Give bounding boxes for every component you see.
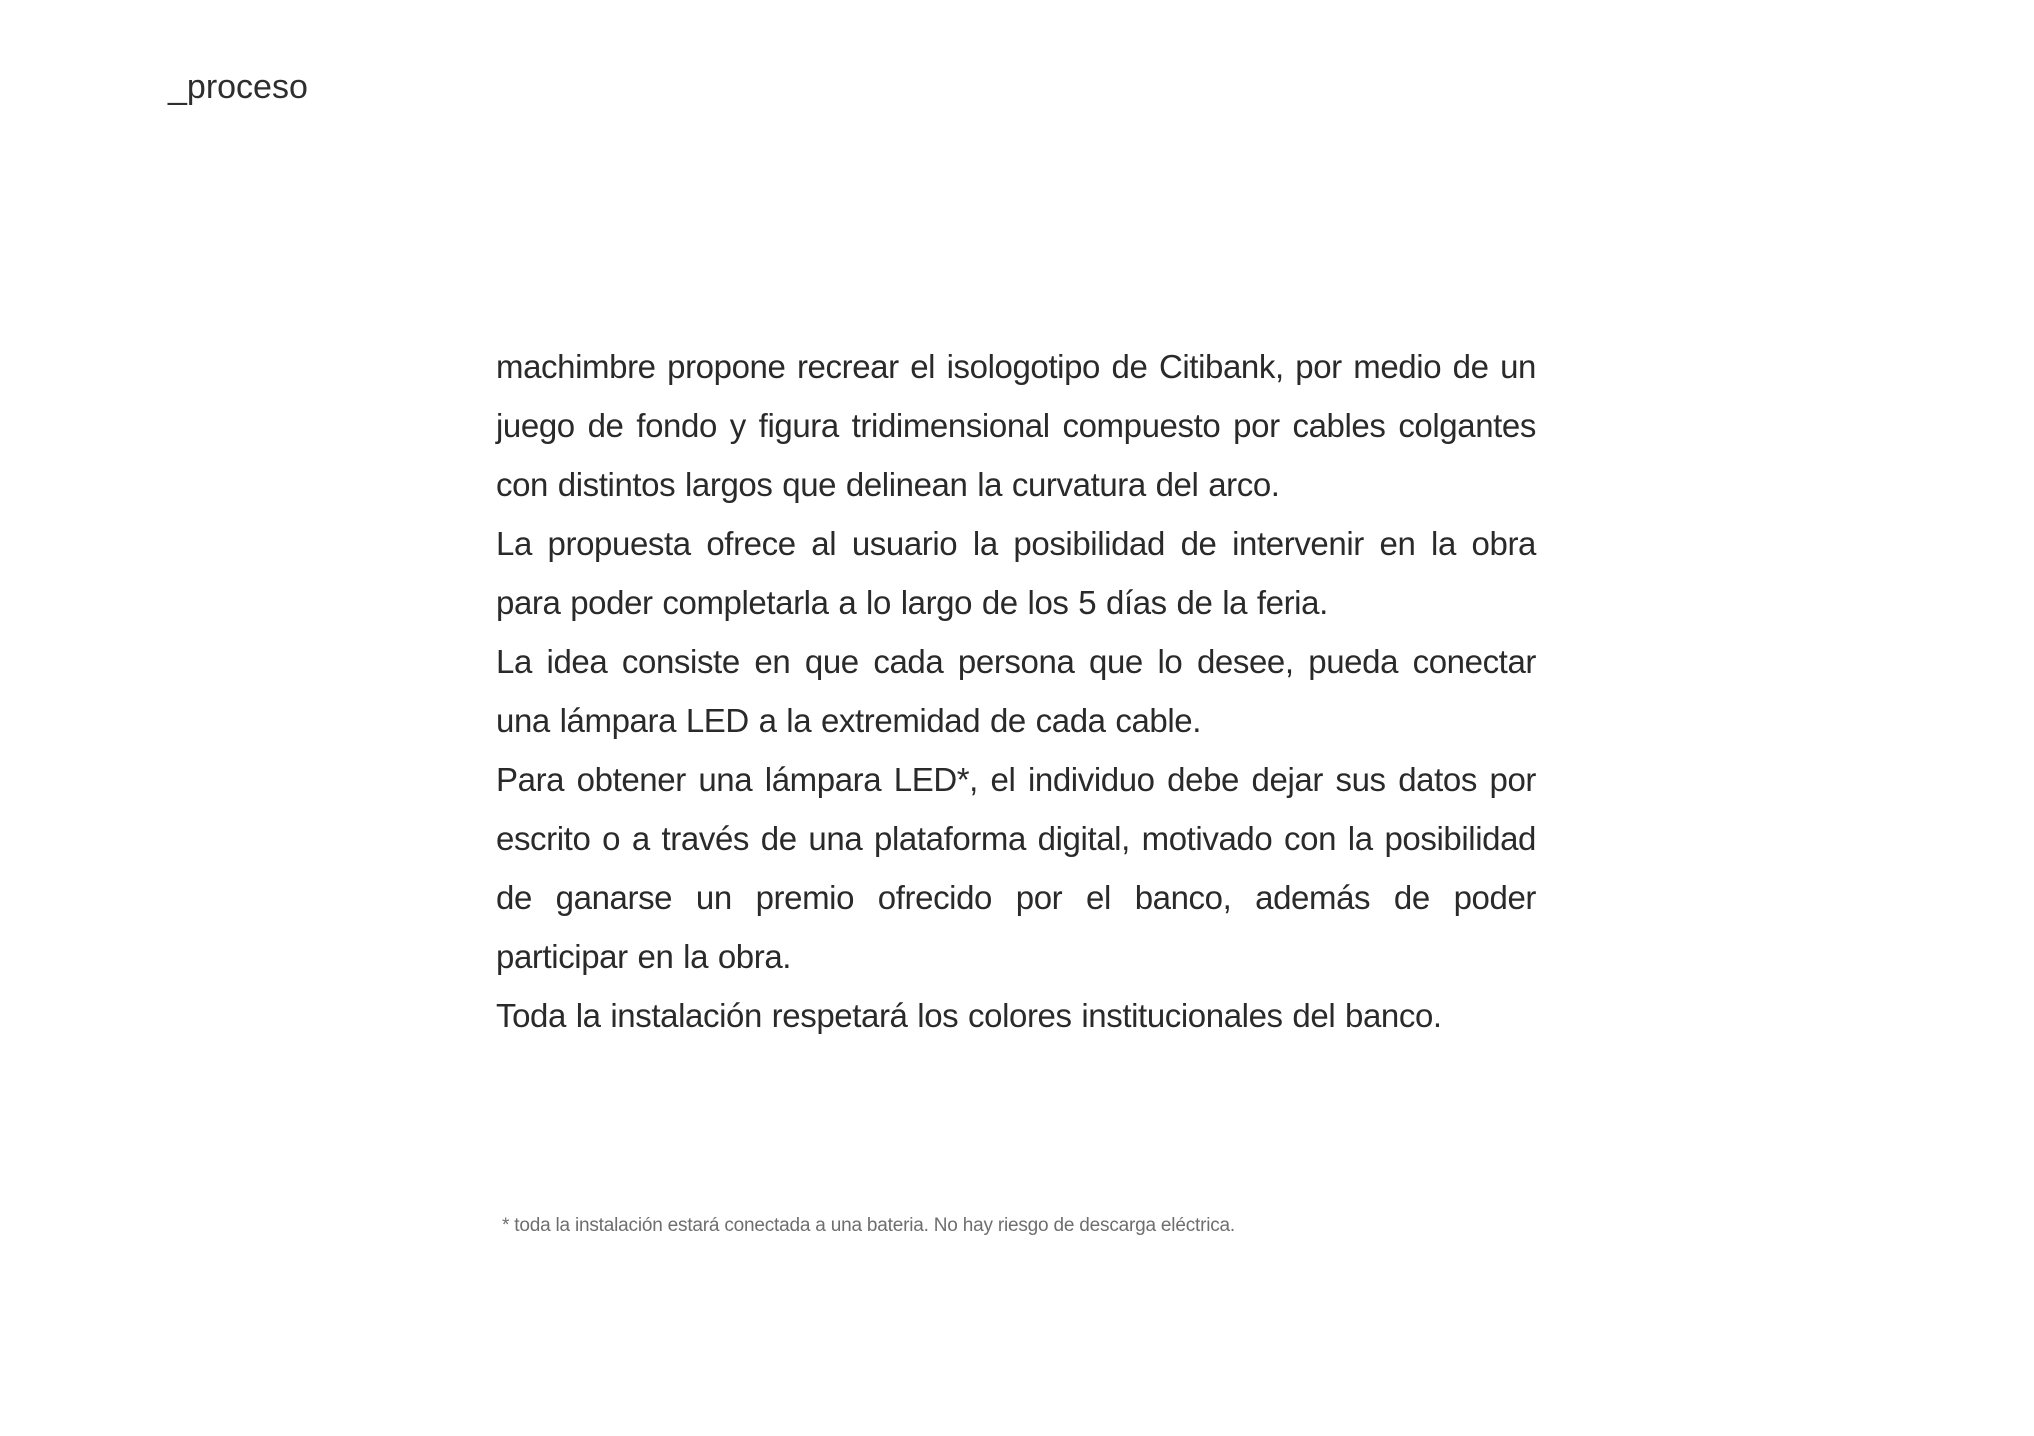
paragraph-led-lamp: Para obtener una lámpara LED*, el individuo debe dejar sus datos por escrito o a través de una plataforma digital, motivado con la posibilidad de ganarse un premio ofrecido por el banco, además de poder participar en la obra.: [496, 761, 1536, 975]
body-text: [496, 337, 1536, 1045]
paragraph-idea: La idea consiste en que cada persona que lo desee, pueda conectar una lámpara LED a la extremidad de cada cable.: [496, 643, 1536, 739]
paragraph-colors: Toda la instalación respetará los colores institucionales del banco.: [496, 997, 1442, 1034]
paragraph-concept: machimbre propone recrear el isologotipo de Citibank, por medio de un juego de fondo y figura tridimensional compuesto por cables colgantes con distintos largos que delinean la curvatura del arco.: [496, 348, 1536, 503]
footnote: * toda la instalación estará conectada a una bateria. No hay riesgo de descarga eléctrica.: [502, 1215, 1235, 1236]
section-label: _proceso: [168, 68, 308, 106]
paragraph-proposal: La propuesta ofrece al usuario la posibilidad de intervenir en la obra para poder completarla a lo largo de los 5 días de la feria.: [496, 525, 1536, 621]
